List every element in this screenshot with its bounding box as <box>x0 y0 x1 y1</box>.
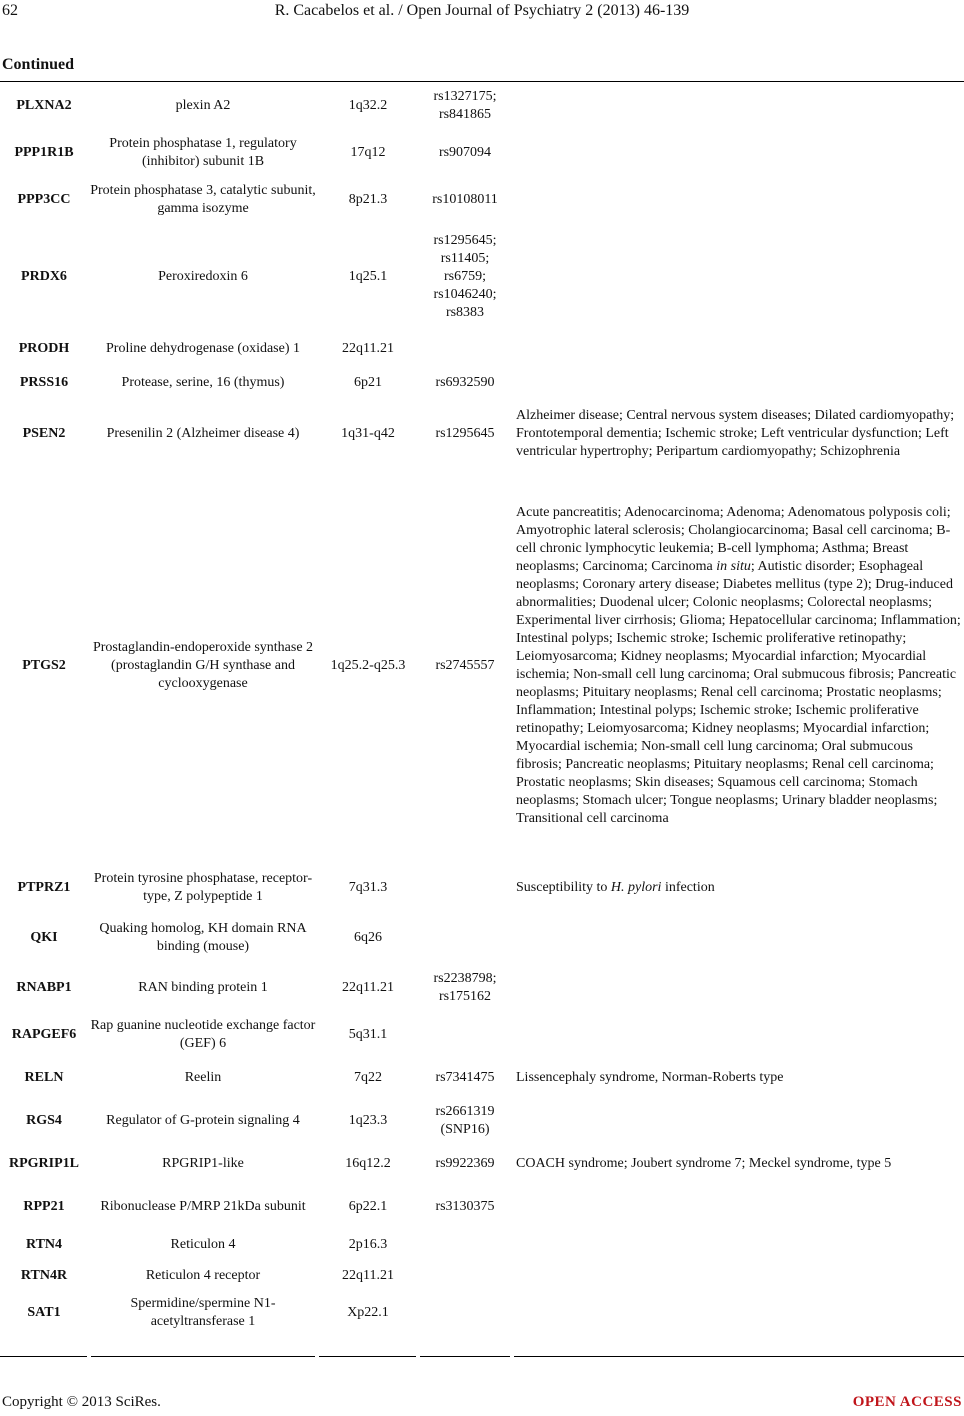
table-row <box>0 863 964 913</box>
gene-name: Reticulon 4 <box>170 1237 236 1252</box>
table-row <box>0 399 964 469</box>
chromosome-locus: 2p16.3 <box>348 1237 388 1252</box>
gene-symbol: QKI <box>30 930 58 945</box>
table-top-rule <box>0 81 964 82</box>
associated-diseases <box>512 1229 964 1261</box>
snp-list <box>418 1261 512 1291</box>
open-access-label: OPEN ACCESS <box>852 1394 962 1410</box>
table-row <box>0 367 964 399</box>
gene-symbol: RAPGEF6 <box>11 1027 77 1042</box>
table-row <box>0 1229 964 1261</box>
chromosome-locus: 7q31.3 <box>348 880 388 895</box>
table-row <box>0 1013 964 1057</box>
snp-list <box>418 1229 512 1261</box>
gene-symbol: PRSS16 <box>19 375 69 390</box>
table-bottom-rule <box>0 1356 964 1357</box>
associated-diseases: Alzheimer disease; Central nervous system diseases; Dilated cardiomyopathy; Frontotemporal dementia; Ischemic stroke; Left ventricular dysfunction; Left ventricular hypertrophy; Peripartum cardiomyopathy; Schizophrenia <box>516 408 955 459</box>
snp-list <box>418 1013 512 1057</box>
gene-name: Peroxiredoxin 6 <box>158 269 248 284</box>
snp-list: rs1295645 <box>435 426 495 441</box>
snp-list <box>418 1291 512 1335</box>
gene-name: Protein phosphatase 1, regulatory (inhibitor) subunit 1B <box>109 136 297 169</box>
snp-list <box>418 331 512 367</box>
associated-diseases <box>512 1261 964 1291</box>
table-row <box>0 469 964 863</box>
gene-name: RAN binding protein 1 <box>138 980 268 995</box>
gene-name: Proline dehydrogenase (oxidase) 1 <box>106 341 300 356</box>
snp-list: rs1295645; rs11405; rs6759; rs1046240; rs8383 <box>433 233 497 320</box>
associated-diseases <box>512 129 964 177</box>
associated-diseases <box>512 177 964 223</box>
snp-list <box>418 913 512 963</box>
snp-list: rs2238798; rs175162 <box>433 971 497 1004</box>
associated-diseases <box>512 913 964 963</box>
running-head: R. Cacabelos et al. / Open Journal of Psychiatry 2 (2013) 46-139 <box>274 2 690 19</box>
snp-list: rs6932590 <box>435 375 495 390</box>
associated-diseases <box>512 963 964 1013</box>
table-row <box>0 223 964 331</box>
snp-list: rs7341475 <box>435 1070 495 1085</box>
chromosome-locus: 22q11.21 <box>342 341 394 356</box>
chromosome-locus: 1q25.1 <box>348 269 388 284</box>
gene-symbol: PRDX6 <box>21 269 67 284</box>
gene-name: plexin A2 <box>175 98 231 113</box>
table-row <box>0 1185 964 1229</box>
chromosome-locus: 17q12 <box>350 145 386 160</box>
gene-name: Protein tyrosine phosphatase, receptor-type, Z polypeptide 1 <box>93 871 313 904</box>
page-number: 62 <box>2 2 18 19</box>
table-row <box>0 177 964 223</box>
chromosome-locus: 22q11.21 <box>342 980 394 995</box>
table-row <box>0 83 964 129</box>
snp-list: rs3130375 <box>435 1199 495 1214</box>
gene-symbol: RELN <box>24 1070 64 1085</box>
gene-name: Reelin <box>184 1070 222 1085</box>
chromosome-locus: 8p21.3 <box>348 192 388 207</box>
gene-table <box>0 83 964 1335</box>
associated-diseases <box>512 83 964 129</box>
gene-symbol: PPP1R1B <box>14 145 74 160</box>
gene-name: Quaking homolog, KH domain RNA binding (mouse) <box>99 921 307 954</box>
chromosome-locus: 1q25.2-q25.3 <box>330 658 406 673</box>
gene-name: Regulator of G-protein signaling 4 <box>106 1113 300 1128</box>
gene-symbol: PLXNA2 <box>16 98 72 113</box>
gene-symbol: PPP3CC <box>17 192 71 207</box>
associated-diseases <box>512 1099 964 1143</box>
associated-diseases <box>512 1013 964 1057</box>
gene-symbol: PTGS2 <box>22 658 66 673</box>
chromosome-locus: 5q31.1 <box>348 1027 388 1042</box>
gene-symbol: PTPRZ1 <box>17 880 71 895</box>
chromosome-locus: 6q26 <box>354 930 382 945</box>
gene-symbol: RPGRIP1L <box>9 1156 79 1171</box>
gene-symbol: RGS4 <box>26 1113 62 1128</box>
gene-symbol: RTN4R <box>20 1268 68 1283</box>
associated-diseases: COACH syndrome; Joubert syndrome 7; Meckel syndrome, type 5 <box>516 1156 892 1171</box>
associated-diseases <box>512 367 964 399</box>
gene-name: Spermidine/spermine N1-acetyltransferase 1 <box>130 1296 276 1329</box>
table-row <box>0 1291 964 1335</box>
page-footer <box>0 1394 964 1416</box>
chromosome-locus: 7q22 <box>354 1070 382 1085</box>
table-row <box>0 1143 964 1185</box>
table-row <box>0 1099 964 1143</box>
associated-diseases <box>512 1185 964 1229</box>
gene-name: Ribonuclease P/MRP 21kDa subunit <box>100 1199 306 1214</box>
snp-list: rs2661319 (SNP16) <box>435 1104 495 1137</box>
page-header <box>0 2 964 24</box>
associated-diseases: Lissencephaly syndrome, Norman-Roberts type <box>516 1070 784 1085</box>
snp-list: rs2745557 <box>435 658 495 673</box>
continued-label: Continued <box>2 56 75 73</box>
gene-name: Prostaglandin-endoperoxide synthase 2 (prostaglandin G/H synthase and cyclooxygenase <box>92 640 314 691</box>
table-row <box>0 1057 964 1099</box>
snp-list: rs1327175; rs841865 <box>433 89 497 122</box>
gene-symbol: RNABP1 <box>16 980 72 995</box>
gene-symbol: PRODH <box>18 341 70 356</box>
associated-diseases <box>512 331 964 367</box>
gene-symbol: RPP21 <box>23 1199 65 1214</box>
chromosome-locus: 16q12.2 <box>345 1156 391 1171</box>
snp-list: rs9922369 <box>435 1156 495 1171</box>
snp-list: rs907094 <box>438 145 492 160</box>
gene-name: RPGRIP1-like <box>162 1156 244 1171</box>
associated-diseases: Susceptibility to H. pylori infection <box>516 880 715 895</box>
associated-diseases: Acute pancreatitis; Adenocarcinoma; Adenoma; Adenomatous polyposis coli; Amyotrophic lateral sclerosis; Cholangiocarcinoma; Basal cell carcinoma; B-cell chronic lymphocytic leukemia; B-cell lymphoma; Asthma; Breast neoplasms; Carcinoma; Carcinoma in situ; Autistic disorder; Esophageal neoplasms; Coronary artery disease; Diabetes mellitus (type 2); Drug-induced abnormalities; Duodenal ulcer; Colonic neoplasms; Colorectal neoplasms; Experimental liver cirrhosis; Glioma; Hepatocellular carcinoma; Inflammation; Intestinal polyps; Ischemic stroke; Ischemic proliferative retinopathy; Leiomyosarcoma; Kidney neoplasms; Myocardial infarction; Myocardial ischemia; Non-small cell lung carcinoma; Oral submucous fibrosis; Pancreatic neoplasms; Pituitary neoplasms; Renal cell carcinoma; Prostatic neoplasms; Inflammation; Intestinal polyps; Ischemic stroke; Ischemic proliferative retinopathy; Leiomyosarcoma; Kidney neoplasms; Myocardial infarction; Myocardial ischemia; Non-small cell lung carcinoma; Oral submucous fibrosis; Pancreatic neoplasms; Pituitary neoplasms; Renal cell carcinoma; Prostatic neoplasms; Skin diseases; Squamous cell carcinoma; Stomach neoplasms; Stomach ulcer; Tongue neoplasms; Urinary bladder neoplasms; Transitional cell carcinoma <box>516 505 961 826</box>
chromosome-locus: 1q23.3 <box>348 1113 388 1128</box>
gene-symbol: SAT1 <box>27 1305 61 1320</box>
table-row <box>0 129 964 177</box>
chromosome-locus: 6p22.1 <box>348 1199 388 1214</box>
chromosome-locus: 1q32.2 <box>348 98 388 113</box>
associated-diseases <box>512 1291 964 1335</box>
gene-symbol: RTN4 <box>25 1237 63 1252</box>
table-row <box>0 331 964 367</box>
gene-name: Reticulon 4 receptor <box>145 1268 261 1283</box>
gene-name: Protease, serine, 16 (thymus) <box>121 375 285 390</box>
chromosome-locus: 6p21 <box>354 375 382 390</box>
gene-symbol: PSEN2 <box>22 426 66 441</box>
gene-name: Presenilin 2 (Alzheimer disease 4) <box>106 426 300 441</box>
snp-list <box>418 863 512 913</box>
table-row <box>0 1261 964 1291</box>
table-row <box>0 963 964 1013</box>
associated-diseases <box>512 223 964 331</box>
gene-name: Rap guanine nucleotide exchange factor (GEF) 6 <box>90 1018 316 1051</box>
chromosome-locus: Xp22.1 <box>347 1305 389 1320</box>
gene-name: Protein phosphatase 3, catalytic subunit, gamma isozyme <box>90 183 316 216</box>
copyright-text: Copyright © 2013 SciRes. <box>2 1394 161 1410</box>
table-row <box>0 913 964 963</box>
chromosome-locus: 1q31-q42 <box>341 426 395 441</box>
chromosome-locus: 22q11.21 <box>342 1268 394 1283</box>
snp-list: rs10108011 <box>432 192 498 207</box>
